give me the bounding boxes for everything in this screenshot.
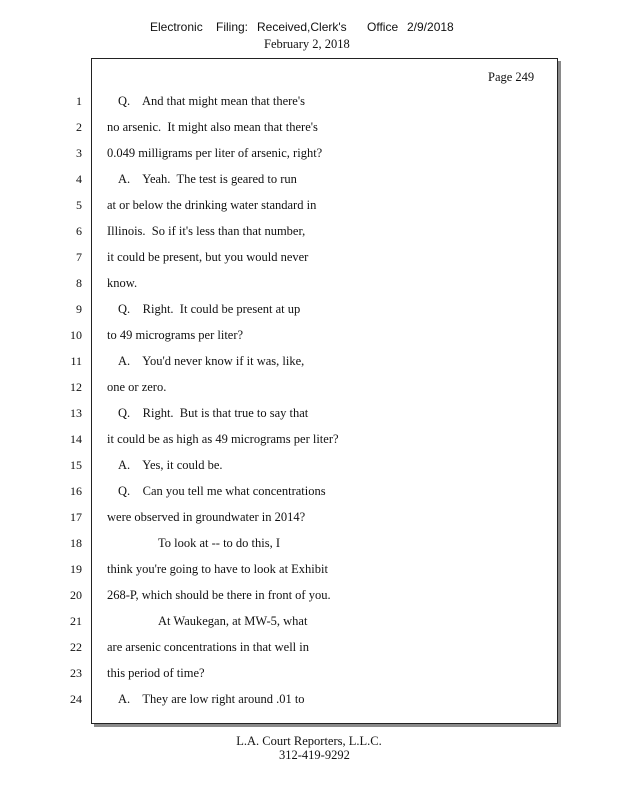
page-number: Page 249 [488, 70, 535, 84]
transcript-line [0, 328, 618, 348]
transcript-line [0, 562, 618, 582]
transcript-line [0, 380, 618, 400]
document-date: February 2, 2018 [264, 37, 350, 51]
line-text: to 49 micrograms per liter? [107, 328, 244, 342]
line-text: no arsenic. It might also mean that there's [107, 120, 318, 134]
line-text: At Waukegan, at MW-5, what [158, 614, 308, 628]
line-text: one or zero. [107, 380, 167, 394]
line-number: 20 [70, 588, 82, 602]
line-text: 0.049 milligrams per liter of arsenic, right? [107, 146, 323, 160]
line-number: 21 [70, 614, 82, 628]
filing-word-filing: Filing: [216, 20, 249, 34]
line-text: Q. Can you tell me what concentrations [118, 484, 326, 498]
line-number: 16 [70, 484, 82, 498]
line-text: this period of time? [107, 666, 205, 680]
line-text: A. Yes, it could be. [118, 458, 223, 472]
line-text: know. [107, 276, 138, 290]
line-text: are arsenic concentrations in that well in [107, 640, 310, 654]
line-number: 2 [76, 120, 82, 134]
line-number: 17 [70, 510, 82, 524]
transcript-line [0, 302, 618, 322]
line-text: were observed in groundwater in 2014? [107, 510, 306, 524]
transcript-line [0, 588, 618, 608]
line-number: 13 [70, 406, 82, 420]
transcript-line [0, 692, 618, 712]
line-text: it could be as high as 49 micrograms per liter? [107, 432, 339, 446]
line-number: 22 [70, 640, 82, 654]
line-text: A. Yeah. The test is geared to run [118, 172, 297, 186]
line-text: 268-P, which should be there in front of you. [107, 588, 331, 602]
line-number: 7 [76, 250, 82, 264]
line-number: 10 [70, 328, 82, 342]
reporter-company: L.A. Court Reporters, L.L.C. [236, 734, 382, 748]
transcript-line [0, 224, 618, 244]
transcript-line [0, 536, 618, 556]
transcript-line [0, 666, 618, 686]
transcript-line [0, 406, 618, 426]
line-number: 8 [76, 276, 82, 290]
transcript-line [0, 432, 618, 452]
line-text: A. They are low right around .01 to [118, 692, 305, 706]
line-number: 15 [70, 458, 82, 472]
line-number: 1 [76, 94, 82, 108]
transcript-line [0, 276, 618, 296]
transcript-line [0, 510, 618, 530]
reporter-phone: 312-419-9292 [279, 748, 350, 762]
line-text: it could be present, but you would never [107, 250, 309, 264]
line-text: at or below the drinking water standard in [107, 198, 317, 212]
filing-word-office: Office [367, 20, 399, 34]
transcript-line [0, 94, 618, 114]
transcript-line [0, 484, 618, 504]
line-number: 18 [70, 536, 82, 550]
line-number: 11 [70, 354, 82, 368]
line-number: 24 [70, 692, 82, 706]
filing-word-electronic: Electronic [150, 20, 203, 34]
transcript-line [0, 458, 618, 478]
line-text: Illinois. So if it's less than that number, [107, 224, 306, 238]
transcript-line [0, 198, 618, 218]
line-text: Q. Right. It could be present at up [118, 302, 301, 316]
line-number: 3 [76, 146, 82, 160]
filing-date-stamp: 2/9/2018 [407, 20, 454, 34]
line-number: 9 [76, 302, 82, 316]
transcript-line [0, 120, 618, 140]
line-number: 5 [76, 198, 82, 212]
line-number: 12 [70, 380, 82, 394]
line-number: 14 [70, 432, 82, 446]
line-number: 4 [76, 172, 82, 186]
line-number: 6 [76, 224, 82, 238]
transcript-line [0, 146, 618, 166]
line-text: To look at -- to do this, I [158, 536, 281, 550]
line-text: think you're going to have to look at Exhibit [107, 562, 328, 576]
filing-word-received: Received,Clerk's [257, 20, 347, 34]
transcript-line [0, 640, 618, 660]
transcript-line [0, 172, 618, 192]
line-text: A. You'd never know if it was, like, [118, 354, 305, 368]
line-number: 23 [70, 666, 82, 680]
line-text: Q. Right. But is that true to say that [118, 406, 309, 420]
transcript-line [0, 614, 618, 634]
line-text: Q. And that might mean that there's [118, 94, 305, 108]
line-number: 19 [70, 562, 82, 576]
transcript-line [0, 354, 618, 374]
transcript-line [0, 250, 618, 270]
